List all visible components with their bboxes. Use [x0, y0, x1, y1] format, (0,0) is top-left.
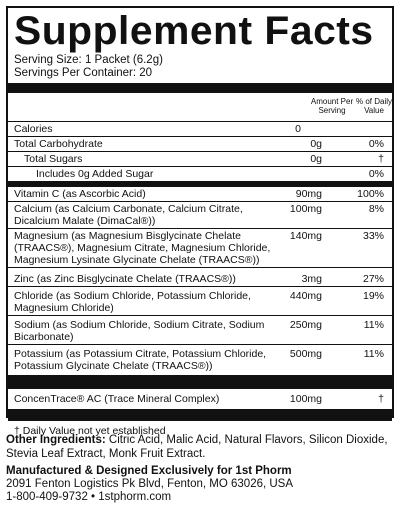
nutrient-row [8, 187, 392, 201]
nutrient-dv: 33% [362, 230, 384, 242]
nutrient-dv: 0% [368, 138, 384, 150]
blend-name: ConcenTrace® AC (Trace Mineral Complex) [14, 393, 220, 405]
daily-value-header: % of Daily Value [355, 97, 392, 115]
nutrient-amount: 250mg [289, 319, 322, 331]
nutrient-name: Total Carbohydrate [14, 138, 103, 150]
other-ingredients [6, 433, 398, 461]
nutrient-name: Chloride (as Sodium Chloride, Potassium Chloride, Magnesium Chloride) [14, 290, 251, 314]
nutrient-row [8, 166, 392, 181]
nutrient-name: Sodium (as Sodium Chloride, Sodium Citrate, Sodium Bicarbonate) [14, 319, 265, 343]
medium-divider [8, 375, 392, 389]
medium-divider [8, 409, 392, 421]
footnote: † Daily Value not yet established [14, 425, 166, 437]
manufacturer-title: Manufactured & Designed Exclusively for 1st Phorm [6, 465, 292, 477]
nutrient-amount: 3mg [301, 273, 322, 285]
nutrient-amount: 0g [310, 153, 322, 165]
nutrient-amount: 90mg [295, 188, 322, 200]
blend-row [8, 389, 392, 409]
manufacturer-info [6, 465, 398, 504]
nutrient-dv: 8% [368, 203, 384, 215]
nutrient-dv: 11% [363, 319, 384, 331]
nutrient-amount: 140mg [289, 230, 322, 242]
thick-divider [8, 83, 392, 93]
amount-header: Amount Per Serving [310, 97, 354, 115]
nutrient-row [8, 151, 392, 166]
manufacturer-address: 2091 Fenton Logistics Pk Blvd, Fenton, MO 63026, USA [6, 478, 294, 490]
other-ingredients-text: Citric Acid, Malic Acid, Natural Flavors, Silicon Dioxide, Stevia Leaf Extract, Monk Fruit Extract. [6, 434, 388, 460]
nutrient-row [8, 121, 392, 136]
nutrient-row [8, 228, 392, 267]
nutrient-name: Vitamin C (as Ascorbic Acid) [14, 188, 146, 200]
nutrient-row [8, 136, 392, 151]
nutrient-name: Includes 0g Added Sugar [36, 168, 154, 180]
blend-amount: 100mg [289, 393, 322, 405]
nutrient-name: Magnesium (as Magnesium Bisglycinate Chelate (TRAACS®), Magnesium Citrate, Magnesium Chloride, Magnesium Lysinate Glycinate Chelate (TRAACS®)) [14, 230, 271, 266]
serving-size: Serving Size: 1 Packet (6.2g) [14, 54, 163, 66]
nutrient-amount: 440mg [289, 290, 322, 302]
nutrient-dv: 11% [363, 348, 384, 360]
nutrient-dv: 27% [362, 273, 384, 285]
nutrient-row [8, 344, 392, 373]
nutrient-row [8, 267, 392, 286]
column-headers [14, 93, 392, 121]
other-ingredients-label: Other Ingredients: [6, 434, 106, 446]
nutrient-name: Calories [14, 123, 53, 135]
supplement-facts-panel [6, 6, 394, 437]
manufacturer-contact: 1-800-409-9732 • 1stphorm.com [6, 491, 172, 503]
nutrient-row [8, 286, 392, 315]
nutrient-amount: 100mg [289, 203, 322, 215]
blend-dv: † [378, 393, 384, 405]
servings-per-container: Servings Per Container: 20 [14, 67, 153, 79]
nutrient-dv: 0% [368, 168, 384, 180]
nutrient-dv: 19% [362, 290, 384, 302]
nutrient-row [8, 201, 392, 228]
nutrient-dv: 100% [357, 188, 384, 200]
nutrient-row [8, 315, 392, 344]
nutrient-name: Zinc (as Zinc Bisglycinate Chelate (TRAACS®)) [14, 273, 236, 285]
nutrient-amount: 0g [310, 138, 322, 150]
nutrient-name: Calcium (as Calcium Carbonate, Calcium Citrate, Dicalcium Malate (DimaCal®)) [14, 203, 243, 227]
nutrient-amount: 500mg [289, 348, 322, 360]
nutrient-dv: † [378, 153, 384, 165]
nutrient-amount: 0 [295, 123, 301, 135]
panel-title: Supplement Facts [14, 9, 374, 53]
nutrient-name: Potassium (as Potassium Citrate, Potassium Chloride, Potassium Glycinate Chelate (TRAACS®)) [14, 348, 267, 372]
nutrient-name: Total Sugars [24, 153, 83, 165]
